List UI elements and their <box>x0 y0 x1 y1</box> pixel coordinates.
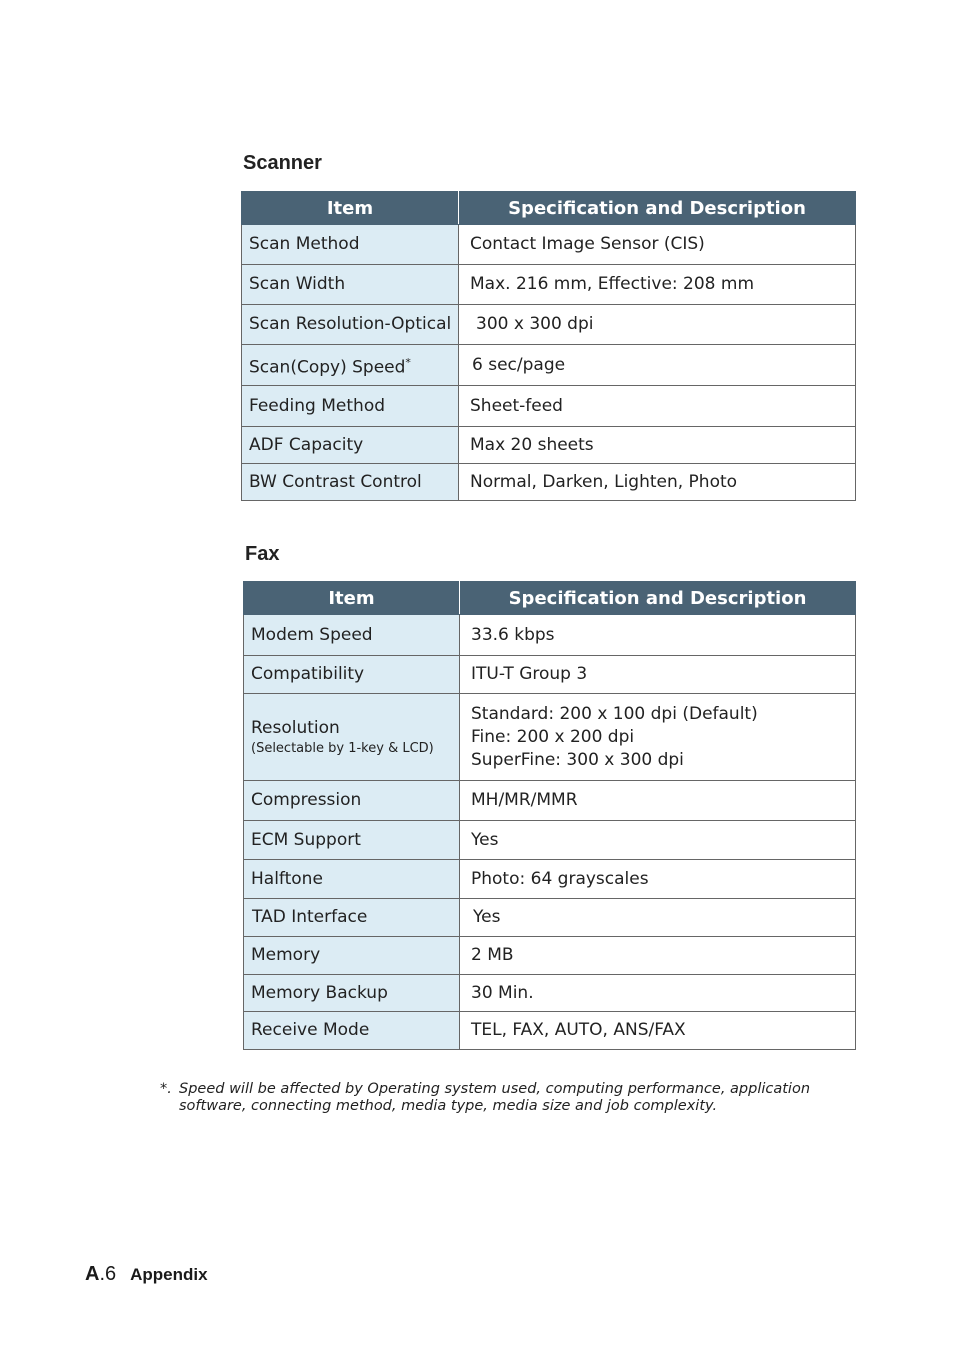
table-row <box>242 386 856 427</box>
fax-spec-table <box>243 581 856 1050</box>
scanner-section-title: Scanner <box>243 152 322 174</box>
row-value: ITU-T Group 3 <box>460 656 856 694</box>
row-value: 6 sec/page <box>459 345 856 386</box>
row-item-label: Resolution <box>251 717 340 738</box>
value-line: Fine: 200 x 200 dpi <box>471 726 635 747</box>
row-item: ECM Support <box>244 821 460 860</box>
table-row <box>244 899 856 937</box>
row-value: Yes <box>460 821 856 860</box>
footnote-marker: * <box>405 355 411 369</box>
row-value: TEL, FAX, AUTO, ANS/FAX <box>460 1012 856 1050</box>
row-item: Compression <box>244 781 460 821</box>
row-value: 30 Min. <box>460 975 856 1012</box>
row-item: Halftone <box>244 860 460 899</box>
footnote <box>160 1081 880 1115</box>
table-row <box>242 345 856 386</box>
row-value: 2 MB <box>460 937 856 975</box>
appendix-letter: A <box>85 1263 100 1285</box>
row-item-note: (Selectable by 1-key & LCD) <box>251 740 434 756</box>
column-header-item: Item <box>244 582 460 615</box>
table-row <box>244 615 856 656</box>
column-header-spec: Specification and Description <box>459 192 856 225</box>
value-line: SuperFine: 300 x 300 dpi <box>471 749 684 770</box>
table-header-row <box>244 582 856 615</box>
row-item <box>244 694 460 781</box>
column-header-item: Item <box>242 192 459 225</box>
table-row <box>244 656 856 694</box>
row-value: Contact Image Sensor (CIS) <box>459 225 856 265</box>
row-item: Compatibility <box>244 656 460 694</box>
value-line: Standard: 200 x 100 dpi (Default) <box>471 703 758 724</box>
row-value <box>460 694 856 781</box>
table-row <box>242 305 856 345</box>
row-item: Receive Mode <box>244 1012 460 1050</box>
row-item: Memory <box>244 937 460 975</box>
row-value: Normal, Darken, Lighten, Photo <box>459 464 856 501</box>
table-row <box>242 427 856 464</box>
column-header-spec: Specification and Description <box>460 582 856 615</box>
table-row <box>244 860 856 899</box>
row-item: ADF Capacity <box>242 427 459 464</box>
footnote-text: Speed will be affected by Operating system used, computing performance, application software, connecting method, media type, media size and job complexity. <box>179 1081 811 1114</box>
table-row <box>244 694 856 781</box>
page-number: .6 <box>99 1263 117 1285</box>
table-row <box>242 265 856 305</box>
row-value: Yes <box>460 899 856 937</box>
row-item <box>242 345 459 386</box>
table-row <box>244 975 856 1012</box>
table-row <box>244 937 856 975</box>
row-item: Feeding Method <box>242 386 459 427</box>
row-value: Max. 216 mm, Effective: 208 mm <box>459 265 856 305</box>
table-header-row <box>242 192 856 225</box>
row-item: Scan Width <box>242 265 459 305</box>
row-item: Scan Method <box>242 225 459 265</box>
row-item: TAD Interface <box>244 899 460 937</box>
table-row <box>244 1012 856 1050</box>
row-item-label: Scan(Copy) Speed <box>249 357 406 378</box>
table-row <box>244 781 856 821</box>
row-item: BW Contrast Control <box>242 464 459 501</box>
row-value: 300 x 300 dpi <box>459 305 856 345</box>
row-value: 33.6 kbps <box>460 615 856 656</box>
row-value: Photo: 64 grayscales <box>460 860 856 899</box>
row-item: Modem Speed <box>244 615 460 656</box>
footnote-mark: *. <box>160 1081 172 1097</box>
table-row <box>242 464 856 501</box>
fax-section-title: Fax <box>245 543 280 565</box>
row-value: MH/MR/MMR <box>460 781 856 821</box>
table-row <box>242 225 856 265</box>
scanner-spec-table <box>241 191 856 501</box>
row-value: Max 20 sheets <box>459 427 856 464</box>
table-row <box>244 821 856 860</box>
row-item: Memory Backup <box>244 975 460 1012</box>
row-value: Sheet-feed <box>459 386 856 427</box>
footer-label: Appendix <box>130 1265 208 1284</box>
page-footer <box>85 1263 208 1286</box>
row-item: Scan Resolution-Optical <box>242 305 459 345</box>
